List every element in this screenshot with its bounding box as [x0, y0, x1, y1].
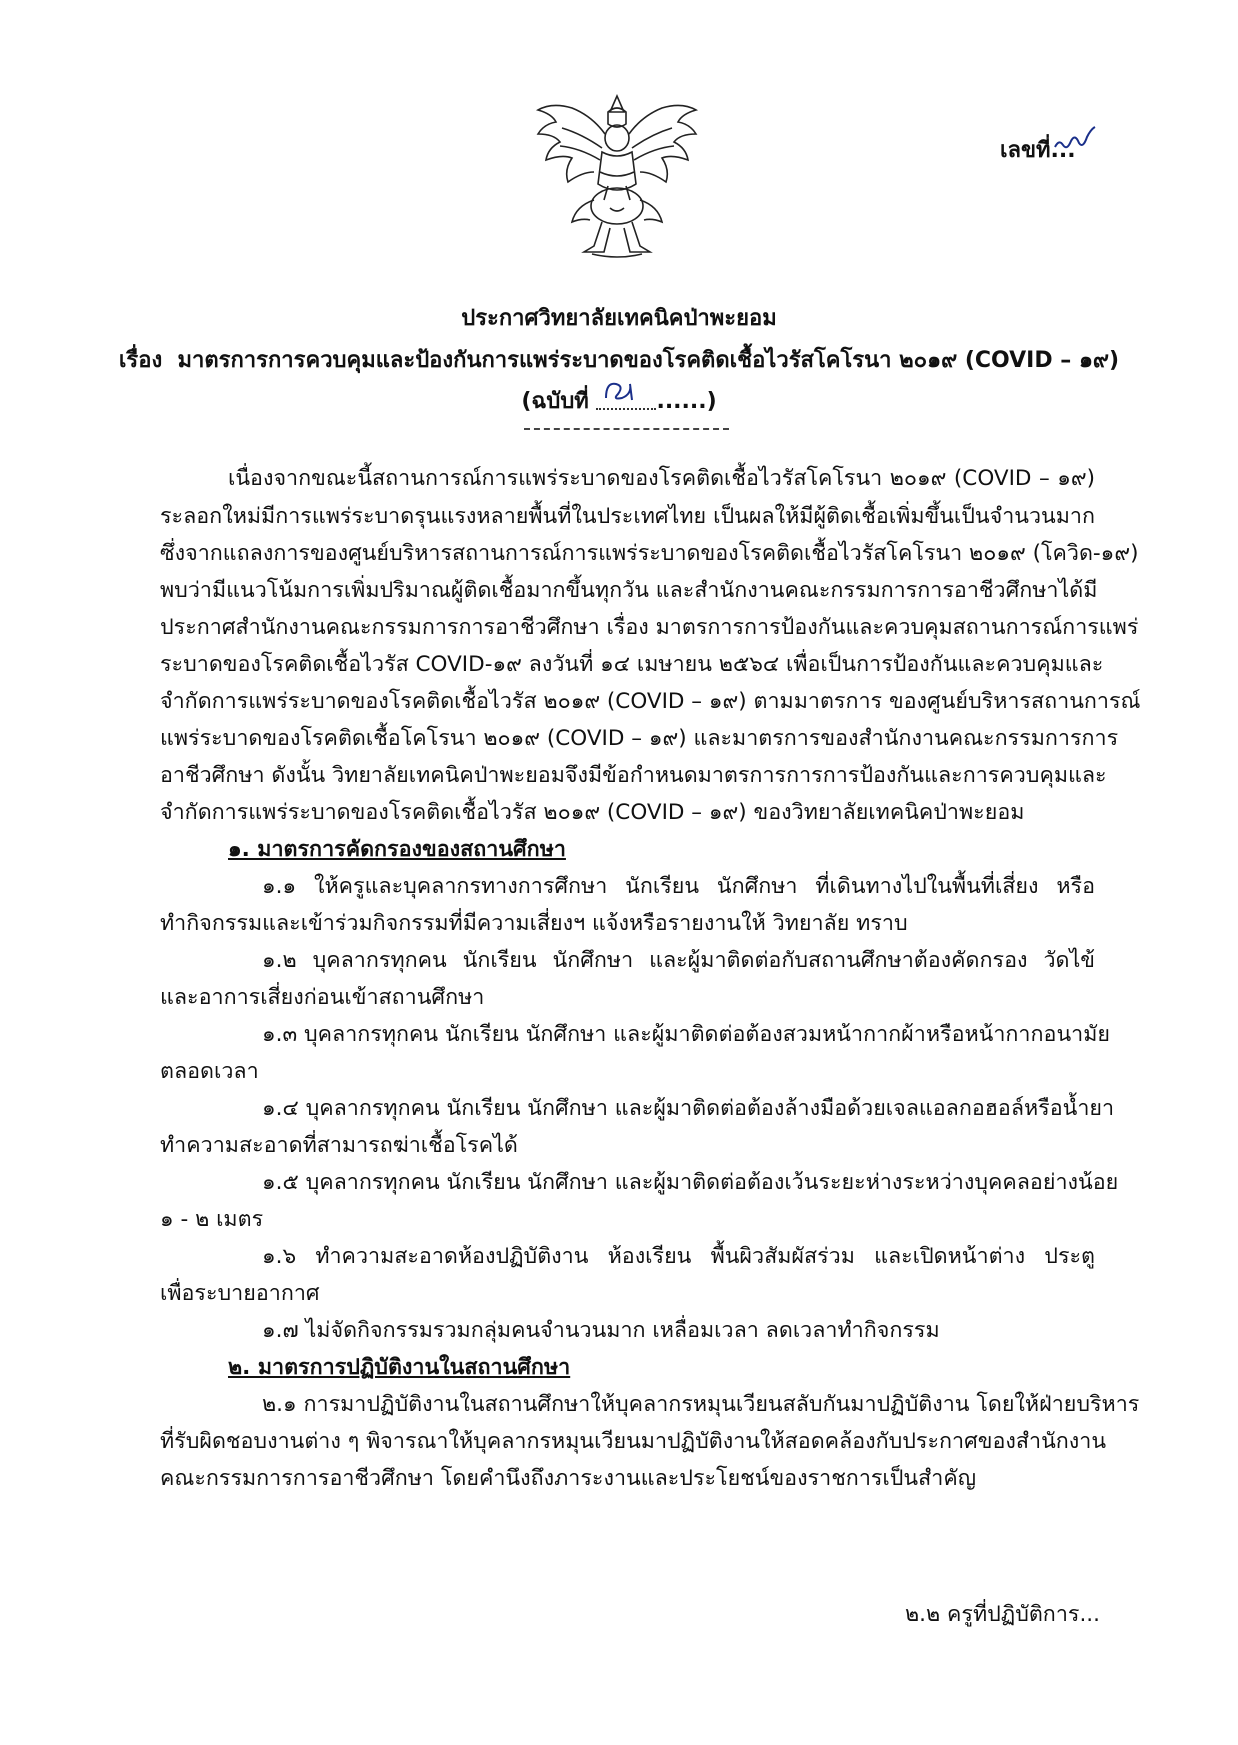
- intro-line: พบว่ามีแนวโน้มการเพิ่มปริมาณผู้ติดเชื้อมากขึ้นทุกวัน และสำนักงานคณะกรรมการการอาชีวศึกษาได้มี: [160, 578, 1098, 603]
- section1-item-line: ๑.๓ บุคลากรทุกคน นักเรียน นักศึกษา และผู้มาติดต่อต้องสวมหน้ากากผ้าหรือหน้ากากอนามัย: [262, 1022, 1110, 1047]
- section1-item-line: ๑.๖ ทำความสะอาดห้องปฏิบัติงาน ห้องเรียน พื้นผิวสัมผัสร่วม และเปิดหน้าต่าง ประตู: [262, 1244, 1095, 1269]
- announcement-title: ประกาศวิทยาลัยเทคนิคป่าพะยอม: [461, 306, 777, 331]
- section1-item-line: ทำความสะอาดที่สามารถฆ่าเชื้อโรคได้: [160, 1133, 518, 1158]
- section1-item-line: เพื่อระบายอากาศ: [160, 1281, 320, 1306]
- handwritten-number-icon: [1053, 125, 1097, 155]
- page-continuation: ๒.๒ ครูที่ปฏิบัติการ...: [905, 1602, 1100, 1627]
- doc-no-dots: ...: [1050, 138, 1076, 163]
- section1-item-line: ทำกิจกรรมและเข้าร่วมกิจกรรมที่มีความเสี่ยงฯ แจ้งหรือรายงานให้ วิทยาลัย ทราบ: [160, 911, 908, 936]
- separator-line: [524, 428, 729, 430]
- document-number: [1000, 132, 1097, 167]
- intro-line: แพร่ระบาดของโรคติดเชื้อโคโรนา ๒๐๑๙ (COVID – ๑๙) และมาตรการของสำนักงานคณะกรรมการการ: [160, 726, 1119, 751]
- doc-no-label: เลขที่: [1000, 138, 1051, 163]
- section1-item-line: และอาการเสี่ยงก่อนเข้าสถานศึกษา: [160, 985, 485, 1010]
- section1-item-line: ๑.๑ ให้ครูและบุคลากรทางการศึกษา นักเรียน นักศึกษา ที่เดินทางไปในพื้นที่เสี่ยง หรือ: [262, 874, 1095, 899]
- subject-text: มาตรการการควบคุมและป้องกันการแพร่ระบาดของโรคติดเชื้อไวรัสโคโรนา ๒๐๑๙ (COVID – ๑๙): [177, 348, 1120, 373]
- section2-item-line: ที่รับผิดชอบงานต่าง ๆ พิจารณาให้บุคลากรหมุนเวียนมาปฏิบัติงานให้สอดคล้องกับประกาศของสำนักงาน: [160, 1429, 1107, 1454]
- section1-item-line: ๑ - ๒ เมตร: [160, 1207, 264, 1232]
- intro-line: ซึ่งจากแถลงการของศูนย์บริหารสถานการณ์การแพร่ระบาดของโรคติดเชื้อไวรัสโคโรนา ๒๐๑๙ (โควิด-๑๙): [160, 541, 1139, 566]
- section1-item-line: ตลอดเวลา: [160, 1059, 259, 1084]
- section1-item-line: ๑.๔ บุคลากรทุกคน นักเรียน นักศึกษา และผู้มาติดต่อต้องล้างมือด้วยเจลแอลกอฮอล์หรือน้ำยา: [262, 1096, 1115, 1121]
- subject-label: เรื่อง: [118, 348, 163, 373]
- edition-suffix: ......): [656, 389, 717, 414]
- section2-item-line: ๒.๑ การมาปฏิบัติงานในสถานศึกษาให้บุคลากรหมุนเวียนสลับกันมาปฏิบัติงาน โดยให้ฝ่ายบริหาร: [262, 1392, 1140, 1417]
- intro-line: ระบาดของโรคติดเชื้อไวรัส COVID-๑๙ ลงวันที่ ๑๔ เมษายน ๒๕๖๔ เพื่อเป็นการป้องกันและควบคุมและ: [160, 652, 1104, 677]
- section1-item-line: ๑.๒ บุคลากรทุกคน นักเรียน นักศึกษา และผู้มาติดต่อกับสถานศึกษาต้องคัดกรอง วัดไข้: [262, 948, 1095, 973]
- edition-line: [0, 383, 1238, 418]
- intro-line: เนื่องจากขณะนี้สถานการณ์การแพร่ระบาดของโรคติดเชื้อไวรัสโคโรนา ๒๐๑๙ (COVID – ๑๙): [228, 466, 1095, 491]
- section1-heading: ๑. มาตรการคัดกรองของสถานศึกษา: [228, 837, 566, 862]
- section1-item-line: ๑.๕ บุคลากรทุกคน นักเรียน นักศึกษา และผู้มาติดต่อต้องเว้นระยะห่างระหว่างบุคคลอย่างน้อย: [262, 1170, 1119, 1195]
- edition-prefix: (ฉบับที่: [521, 389, 589, 414]
- intro-line: ประกาศสำนักงานคณะกรรมการการอาชีวศึกษา เรื่อง มาตรการการป้องกันและควบคุมสถานการณ์การแพร่: [160, 615, 1139, 640]
- intro-line: อาชีวศึกษา ดังนั้น วิทยาลัยเทคนิคป่าพะยอมจึงมีข้อกำหนดมาตรการการการป้องกันและการควบคุมและ: [160, 763, 1107, 788]
- intro-line: จำกัดการแพร่ระบาดของโรคติดเชื้อไวรัส ๒๐๑๙ (COVID – ๑๙) ของวิทยาลัยเทคนิคป่าพะยอม: [160, 800, 1025, 825]
- announcement-subject: [0, 342, 1238, 377]
- section2-item-line: คณะกรรมการการอาชีวศึกษา โดยคำนึงถึงภาระงานและประโยชน์ของราชการเป็นสำคัญ: [160, 1466, 977, 1491]
- handwritten-edition-icon: [596, 386, 656, 410]
- section2-heading: ๒. มาตรการปฏิบัติงานในสถานศึกษา: [228, 1355, 571, 1380]
- garuda-emblem-icon: [532, 88, 702, 263]
- intro-line: จำกัดการแพร่ระบาดของโรคติดเชื้อไวรัส ๒๐๑๙ (COVID – ๑๙) ตามมาตรการ ของศูนย์บริหารสถานการณ์: [160, 689, 1141, 714]
- intro-line: ระลอกใหม่มีการแพร่ระบาดรุนแรงหลายพื้นที่ในประเทศไทย เป็นผลให้มีผู้ติดเชื้อเพิ่มขึ้นเป็นจำนวนมาก: [160, 504, 1095, 529]
- section1-item-line: ๑.๗ ไม่จัดกิจกรรมรวมกลุ่มคนจำนวนมาก เหลื่อมเวลา ลดเวลาทำกิจกรรม: [262, 1318, 940, 1343]
